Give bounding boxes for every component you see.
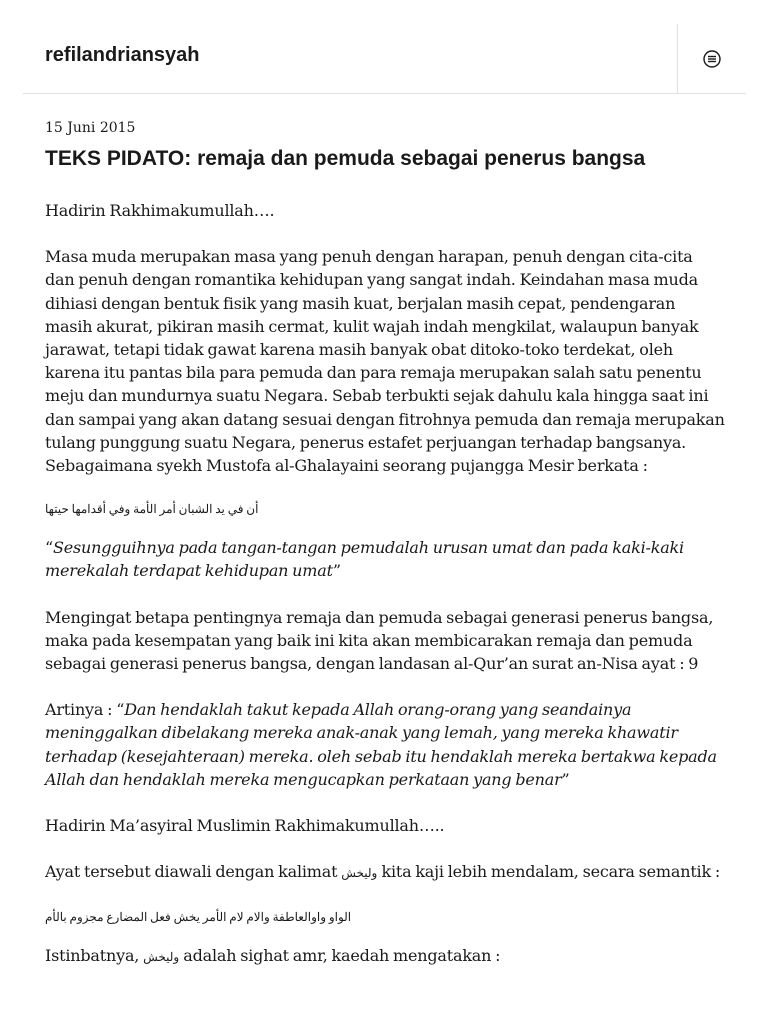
artinya-close: ” [561, 769, 570, 789]
quote-text: Sesungguihnya pada tangan-tangan pemudalah urusan umat dan pada kaki-kaki merekalah terdapat kehidupan umat [45, 538, 684, 581]
artinya-text: Dan hendaklah takut kepada Allah orang-orang yang seandainya meninggalkan dibelakang mereka anak-anak yang lemah, yang mereka khawatir terhadap (kesejahteraan) mereka. oleh sebab itu hendaklah mereka bertakwa kepada Allah dan hendaklah mereka mengucapkan perkataan yang benar [45, 700, 717, 789]
paragraph-topic: Mengingat betapa pentingnya remaja dan pemuda sebagai generasi penerus bangsa, maka pada kesempatan yang baik ini kita akan membicarakan remaja dan pemuda sebagai generasi penerus bangsa, dengan landasan al-Qur’an surat an-Nisa ayat : 9 [45, 607, 714, 674]
paragraph-greeting-2: Hadirin Ma’asyiral Muslimin Rakhimakumullah….. [45, 816, 445, 836]
quote-open: “ [45, 538, 53, 558]
paragraph-intro: Masa muda merupakan masa yang penuh dengan harapan, penuh dengan cita-cita dan penuh dengan romantika kehidupan yang sangat indah. Keindahan masa muda dihiasi dengan bentuk fisik yang masih kuat, berjalan masih cepat, pendengaran masih akurat, pikiran masih cermat, kulit wajah indah mengkilat, walaupun banyak jarawat, tetapi tidak gawat karena masih banyak obat ditoko-toko terdekat, oleh karena itu pantas bila para pemuda dan para remaja merupakan salah satu penentu meju dan mundurnya suatu Negara. Sebab terbukti sejak dahulu kala hingga saat ini dan sampai yang akan datang sesuai dengan fitrohnya pemuda dan remaja merupakan tulang punggung suatu Negara, penerus estafet perjuangan terhadap bangsanya. Sebagaimana syekh Mustofa al-Ghalayaini seorang pujangga Mesir berkata : [45, 247, 725, 476]
post-date[interactable]: 15 Juni 2015 [45, 120, 136, 136]
post-content [45, 118, 725, 993]
post-body [45, 199, 725, 970]
ayat-arabic-word: وليخش [341, 866, 378, 881]
arabic-quote: أن في يد الشبان أمر الأمة وفي أقدامها حيتها [45, 502, 259, 517]
hamburger-menu-icon [703, 50, 721, 68]
arabic-semantic: الواو واوالعاطفة والام لام الأمر يخش فعل المضارع مجزوم بالأم [45, 910, 352, 925]
istinbat-text-after: adalah sighat amr, kaedah mengatakan : [179, 946, 501, 966]
site-title-link[interactable]: refilandriansyah [45, 44, 200, 66]
paragraph-ayat [45, 860, 725, 885]
artinya-label: Artinya : “ [45, 700, 125, 720]
ayat-text-after: kita kaji lebih mendalam, secara semantik : [377, 862, 721, 882]
paragraph-artinya [45, 698, 725, 791]
quote-close: ” [332, 561, 341, 581]
menu-toggle-button[interactable] [677, 24, 746, 93]
site-header [23, 24, 746, 94]
quote-translation [45, 536, 725, 582]
ayat-text-before: Ayat tersebut diawali dengan kalimat [45, 862, 342, 882]
paragraph-istinbat [45, 944, 725, 969]
paragraph-greeting: Hadirin Rakhimakumullah…. [45, 201, 275, 220]
istinbat-arabic-word: وليخش [143, 950, 180, 965]
istinbat-text-before: Istinbatnya, [45, 946, 144, 966]
post-title: TEKS PIDATO: remaja dan pemuda sebagai penerus bangsa [45, 147, 646, 170]
